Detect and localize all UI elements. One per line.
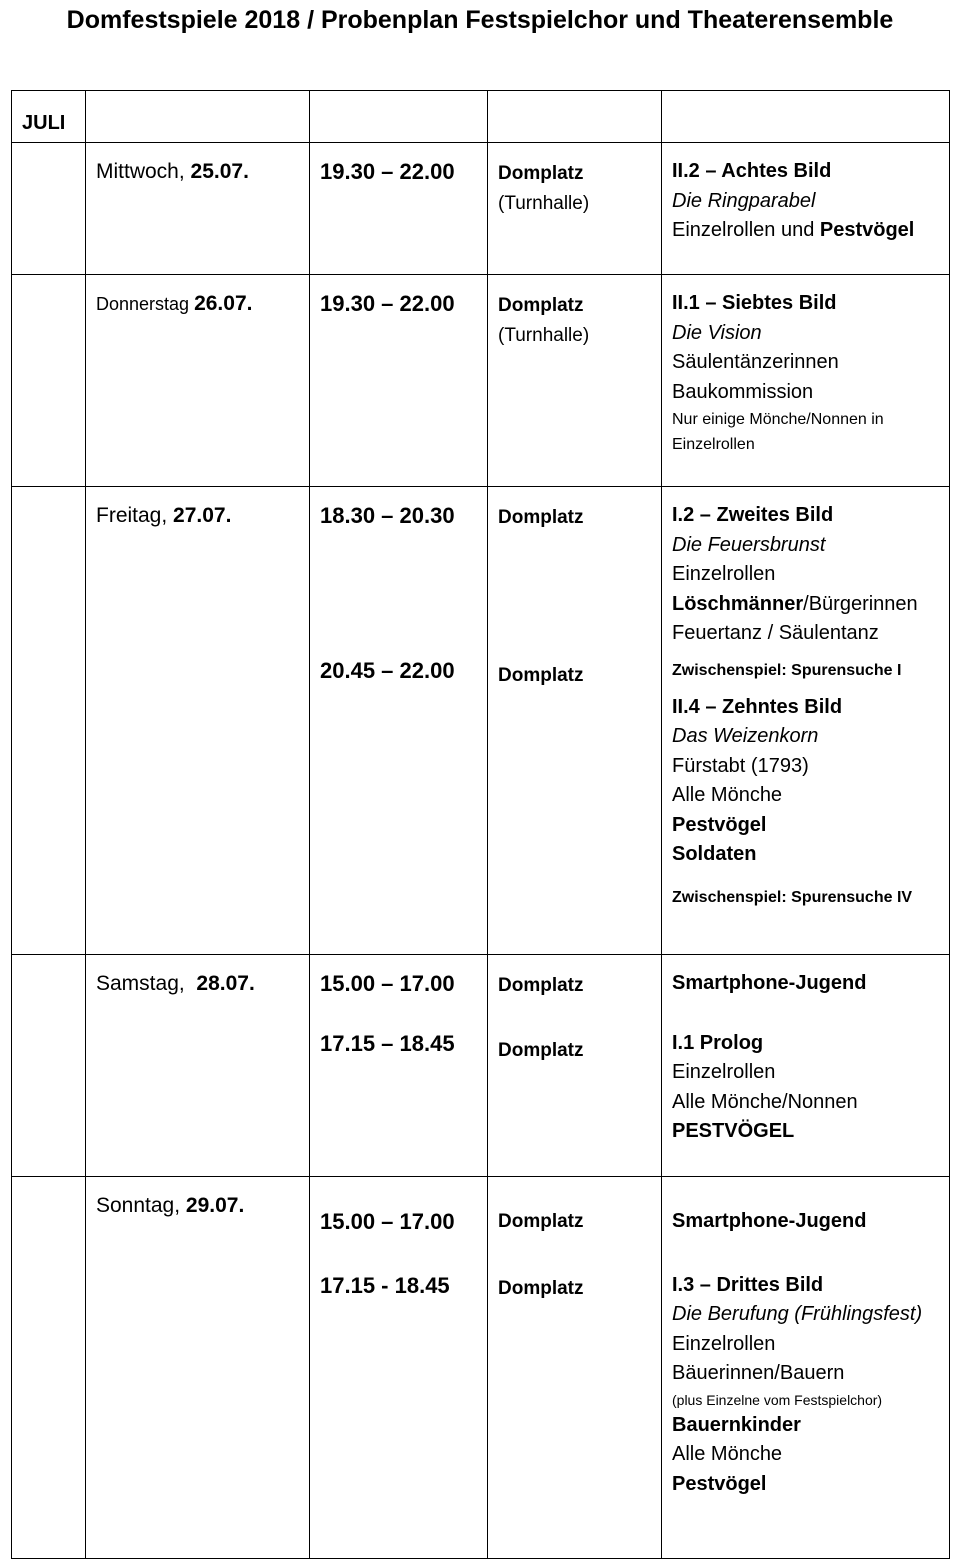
cast-text: /Bürgerinnen xyxy=(803,592,918,615)
description-cell xyxy=(662,487,950,955)
location-sub: (Turnhalle) xyxy=(498,192,590,214)
cast-line: Feuertanz / Säulentanz xyxy=(672,622,879,644)
cast-group: Bauernkinder xyxy=(672,1413,801,1436)
time-slot: 17.15 – 18.45 xyxy=(320,1030,455,1056)
interlude: Zwischenspiel: Spurensuche I xyxy=(672,661,902,679)
cast-line: Bäuerinnen/Bauern xyxy=(672,1362,845,1384)
group-title: Smartphone-Jugend xyxy=(672,972,867,994)
scene-title: I.2 – Zweites Bild xyxy=(672,504,834,526)
month-cell xyxy=(12,487,86,955)
location: Domplatz xyxy=(498,664,584,686)
cast-line: Säulentänzerinnen xyxy=(672,351,839,373)
time-slot: 15.00 – 17.00 xyxy=(320,1209,455,1234)
header-row xyxy=(12,91,950,143)
time-cell xyxy=(310,275,488,487)
location-cell xyxy=(488,143,662,275)
cast-text: Einzelrollen und xyxy=(672,219,820,241)
time-slot: 19.30 – 22.00 xyxy=(320,159,455,184)
location-cell xyxy=(488,955,662,1177)
scene-subtitle: Das Weizenkorn xyxy=(672,725,819,747)
cast-group: Pestvögel xyxy=(672,813,767,836)
scene-subtitle: Die Feuersbrunst xyxy=(672,533,826,556)
cast-line: Einzelrollen xyxy=(672,1061,776,1083)
month-cell xyxy=(12,955,86,1177)
time-slot: 20.45 – 22.00 xyxy=(320,657,455,683)
cast-group: Pestvögel xyxy=(819,219,915,241)
description-cell xyxy=(662,955,950,1177)
header-cell xyxy=(662,91,950,143)
day-date: 28.07. xyxy=(196,972,255,995)
location: Domplatz xyxy=(498,507,584,528)
cast-line: Fürstabt (1793) xyxy=(672,754,809,777)
page-title: Domfestspiele 2018 / Probenplan Festspielchor und Theaterensemble xyxy=(66,6,894,34)
location: Domplatz xyxy=(498,1039,584,1061)
scene-title: II.4 – Zehntes Bild xyxy=(672,695,843,718)
cast-group: PESTVÖGEL xyxy=(672,1120,795,1142)
cast-group: Soldaten xyxy=(672,843,757,865)
location: Domplatz xyxy=(498,1277,584,1299)
day-date: 25.07. xyxy=(190,160,249,183)
month-cell xyxy=(12,275,86,487)
cast-line: Alle Mönche xyxy=(672,784,783,806)
location: Domplatz xyxy=(498,295,584,316)
group-title: Smartphone-Jugend xyxy=(672,1210,867,1232)
time-slot: 19.30 – 22.00 xyxy=(320,291,455,316)
scene-subtitle: Die Vision xyxy=(672,321,762,344)
description-cell xyxy=(662,143,950,275)
header-cell xyxy=(310,91,488,143)
description-cell xyxy=(662,275,950,487)
cast-line: Einzelrollen xyxy=(672,1332,776,1355)
location: Domplatz xyxy=(498,1211,584,1232)
header-cell xyxy=(488,91,662,143)
day-date: 27.07. xyxy=(173,504,232,527)
day-name: Samstag, xyxy=(96,972,185,995)
scene-title: II.1 – Siebtes Bild xyxy=(672,292,837,314)
day-cell xyxy=(86,955,310,1177)
schedule-row-saturday xyxy=(12,955,950,1177)
cast-line: Baukommission xyxy=(672,380,814,403)
day-name: Mittwoch, xyxy=(96,160,185,183)
month-label: JULI xyxy=(12,91,86,143)
day-cell xyxy=(86,143,310,275)
schedule-row-friday xyxy=(12,487,950,955)
interlude: Zwischenspiel: Spurensuche IV xyxy=(672,888,913,906)
day-cell xyxy=(86,1177,310,1559)
day-cell xyxy=(86,487,310,955)
scene-title: II.2 – Achtes Bild xyxy=(672,160,832,182)
day-date: 26.07. xyxy=(194,292,253,315)
time-slot: 17.15 - 18.45 xyxy=(320,1272,450,1298)
description-cell xyxy=(662,1177,950,1559)
cast-line xyxy=(672,590,949,620)
day-name: Donnerstag xyxy=(96,294,190,314)
day-name: Sonntag, xyxy=(96,1194,181,1217)
schedule-row-thursday xyxy=(12,275,950,487)
location-cell xyxy=(488,275,662,487)
schedule-row-wednesday xyxy=(12,143,950,275)
scene-title: I.1 Prolog xyxy=(672,1031,764,1054)
day-date: 29.07. xyxy=(185,1194,245,1217)
location-cell xyxy=(488,487,662,955)
header-cell xyxy=(86,91,310,143)
time-cell xyxy=(310,955,488,1177)
month-cell xyxy=(12,143,86,275)
schedule-row-sunday xyxy=(12,1177,950,1559)
cast-line xyxy=(672,216,949,246)
time-cell xyxy=(310,487,488,955)
location: Domplatz xyxy=(498,163,584,184)
time-cell xyxy=(310,143,488,275)
location-cell xyxy=(488,1177,662,1559)
cast-group: Löschmänner xyxy=(672,592,804,615)
time-slot: 15.00 – 17.00 xyxy=(320,971,455,996)
day-name: Freitag, xyxy=(96,504,168,527)
cast-line: Alle Mönche/Nonnen xyxy=(672,1090,858,1113)
time-cell xyxy=(310,1177,488,1559)
month-cell xyxy=(12,1177,86,1559)
day-cell xyxy=(86,275,310,487)
cast-note: (plus Einzelne vom Festspielchor) xyxy=(672,1391,883,1408)
scene-subtitle: Die Ringparabel xyxy=(672,189,816,212)
cast-line: Einzelrollen xyxy=(672,563,776,585)
cast-line: Alle Mönche xyxy=(672,1443,783,1465)
scene-title: I.3 – Drittes Bild xyxy=(672,1273,824,1296)
time-slot: 18.30 – 20.30 xyxy=(320,503,455,528)
cast-note: Nur einige Mönche/Nonnen in Einzelrollen xyxy=(672,411,884,453)
location: Domplatz xyxy=(498,975,584,996)
cast-group: Pestvögel xyxy=(672,1472,767,1495)
rehearsal-schedule-table xyxy=(11,90,950,1559)
location-sub: (Turnhalle) xyxy=(498,324,590,346)
scene-subtitle: Die Berufung (Frühlingsfest) xyxy=(672,1303,923,1325)
